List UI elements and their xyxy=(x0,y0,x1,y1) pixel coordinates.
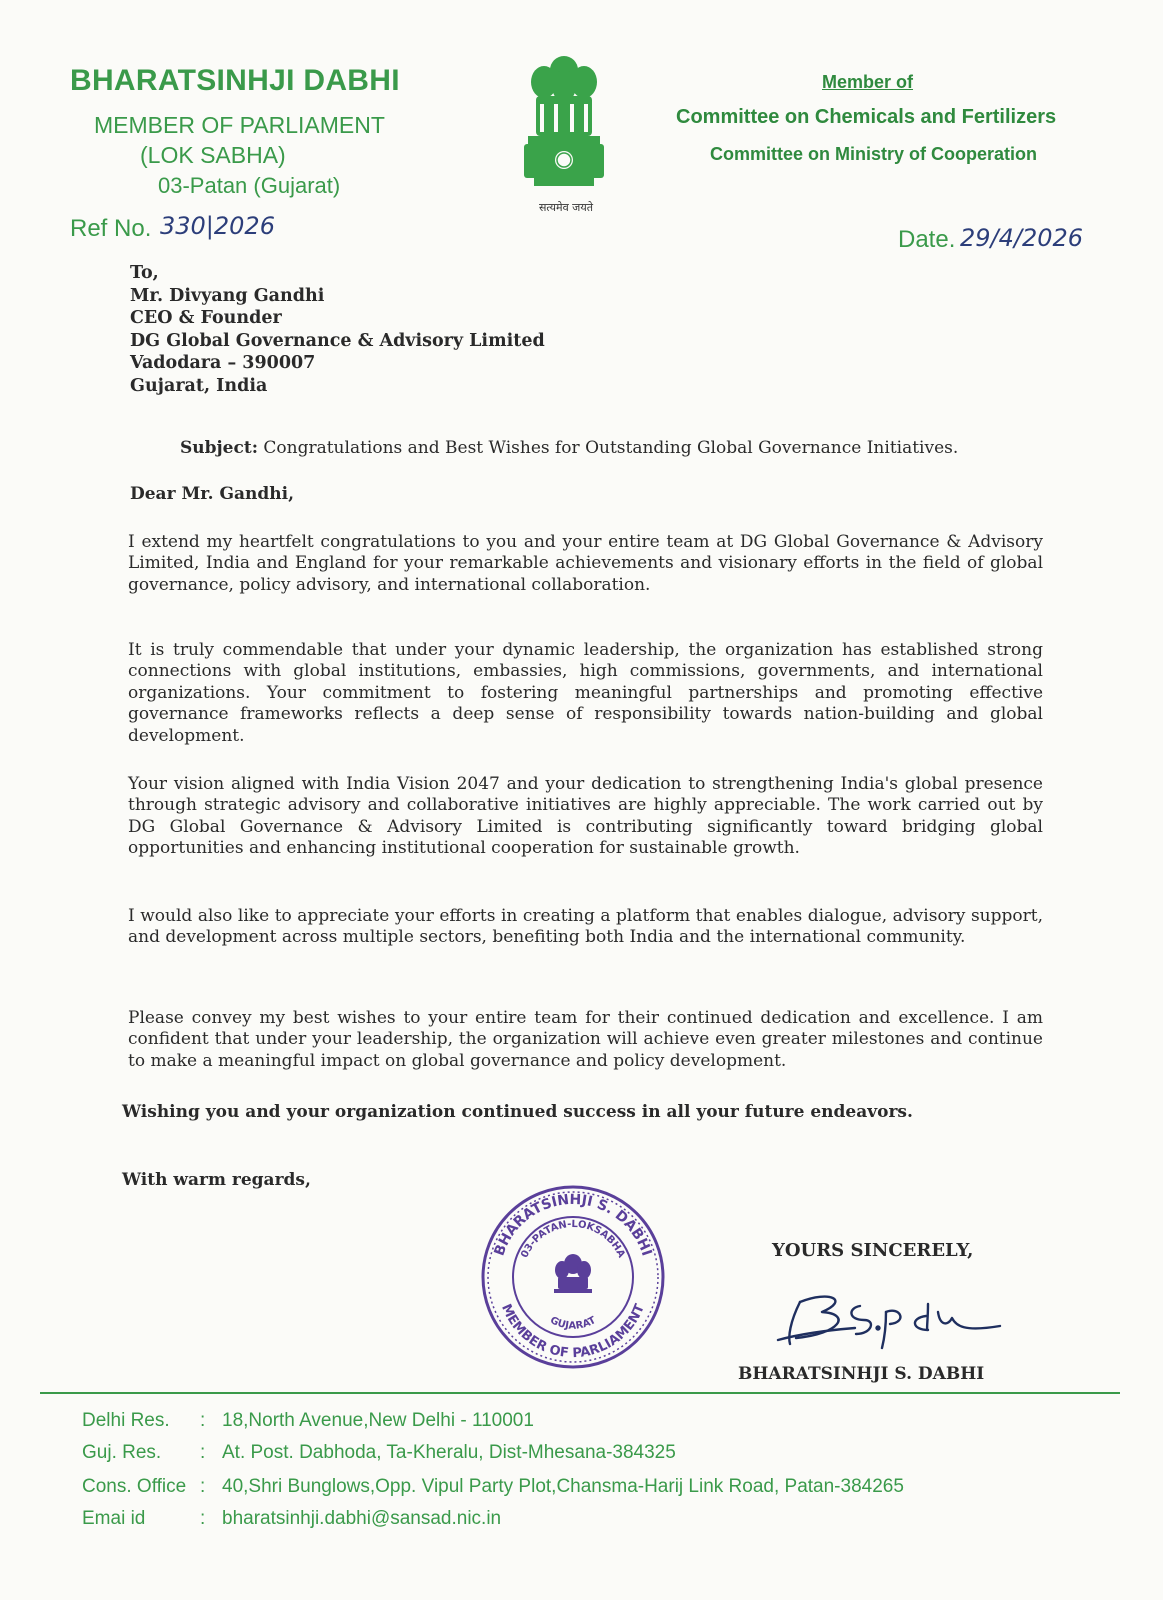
committee-chemicals: Committee on Chemicals and Fertilizers xyxy=(676,106,1057,128)
footer-separator: : xyxy=(200,1442,206,1463)
committee-cooperation: Committee on Ministry of Cooperation xyxy=(710,144,1038,164)
footer-separator: : xyxy=(200,1476,206,1497)
recipient-to: To, xyxy=(130,263,159,283)
salutation: Dear Mr. Gandhi, xyxy=(130,484,295,504)
mp-constituency: 03-Patan (Gujarat) xyxy=(158,173,341,198)
subject-text: Congratulations and Best Wishes for Outstanding Global Governance Initiatives. xyxy=(263,438,959,458)
body-paragraph: It is truly commendable that under your dynamic leadership, the organization has established strong connections with global institutions, embassies, high commissions, governments, and international organizations. Your commitment to fostering meaningful partnerships and promoting effective governance frameworks reflects a deep sense of responsibility towards nation-building and global development. xyxy=(128,640,1043,746)
seal-state-text: GUJARAT xyxy=(548,1314,598,1332)
footer-label: Cons. Office xyxy=(82,1476,187,1497)
date-value: 29/4/2026 xyxy=(960,224,1084,252)
closing-wish: Wishing you and your organization continued success in all your future endeavors. xyxy=(122,1102,913,1122)
footer-value: At. Post. Dabhoda, Ta-Kheralu, Dist-Mhesana-384325 xyxy=(222,1442,676,1463)
body-paragraph: Please convey my best wishes to your entire team for their continued dedication and excellence. I am confident that under your leadership, the organization will achieve even greater milestones and continue to make a meaningful impact on global governance and policy development. xyxy=(128,1008,1043,1071)
body-paragraph: Your vision aligned with India Vision 2047 and your dedication to strengthening India's global presence through strategic advisory and collaborative initiatives are highly appreciable. The work carried out by DG Global Governance & Advisory Limited is contributing significantly toward bridging global opportunities and enhancing institutional cooperation for sustainable growth. xyxy=(128,774,1043,859)
recipient-role: CEO & Founder xyxy=(130,308,282,328)
signatory-name: BHARATSINHJI S. DABHI xyxy=(738,1364,985,1384)
footer-value: 18,North Avenue,New Delhi - 110001 xyxy=(222,1410,534,1431)
footer-label: Delhi Res. xyxy=(82,1410,170,1431)
subject-label: Subject: xyxy=(180,438,258,458)
subject-line xyxy=(180,438,958,458)
footer-separator: : xyxy=(200,1508,206,1529)
recipient-company: DG Global Governance & Advisory Limited xyxy=(130,330,545,351)
mp-title: MEMBER OF PARLIAMENT xyxy=(94,112,385,138)
footer-label: Guj. Res. xyxy=(82,1442,162,1463)
date-label: Date. xyxy=(898,226,956,253)
regards: With warm regards, xyxy=(122,1170,311,1190)
footer-label: Emai id xyxy=(82,1508,146,1529)
official-seal-icon xyxy=(478,1182,668,1372)
body-paragraph: I extend my heartfelt congratulations to you and your entire team at DG Global Governance & Advisory Limited, India and England for your remarkable achievements and visionary efforts in the field of global governance, policy advisory, and international collaboration. xyxy=(128,532,1043,595)
body-paragraph: I would also like to appreciate your efforts in creating a platform that enables dialogue, advisory support, and development across multiple sectors, benefiting both India and the international community. xyxy=(128,906,1043,948)
mp-house: (LOK SABHA) xyxy=(140,142,286,168)
mp-name: BHARATSINHJI DABHI xyxy=(70,64,400,97)
footer-value: 40,Shri Bunglows,Opp. Vipul Party Plot,Chansma-Harij Link Road, Patan-384265 xyxy=(222,1476,904,1497)
ref-number: 330|2026 xyxy=(160,212,275,240)
handwritten-signature xyxy=(760,1282,1020,1352)
footer-separator: : xyxy=(200,1410,206,1431)
recipient-name: Mr. Divyang Gandhi xyxy=(130,285,325,306)
seal-inner-text: 03-PATAN-LOKSABHA xyxy=(519,1218,627,1260)
recipient-block xyxy=(130,262,545,397)
footer-divider xyxy=(40,1392,1120,1394)
emblem-motto: सत्यमेव जयते xyxy=(538,201,593,214)
member-of-label: Member of xyxy=(822,72,914,92)
seal-bottom-text: MEMBER OF PARLIAMENT xyxy=(498,1301,648,1362)
email-link[interactable]: bharatsinhji.dabhi@sansad.nic.in xyxy=(222,1508,502,1529)
seal-outer-text: BHARATSINHJI S. DABHI xyxy=(491,1191,655,1258)
sign-off: YOURS SINCERELY, xyxy=(772,1240,974,1261)
national-emblem-icon xyxy=(514,52,614,202)
recipient-city: Vadodara – 390007 xyxy=(130,353,316,373)
recipient-state: Gujarat, India xyxy=(130,375,268,396)
ref-label: Ref No. xyxy=(70,215,152,242)
